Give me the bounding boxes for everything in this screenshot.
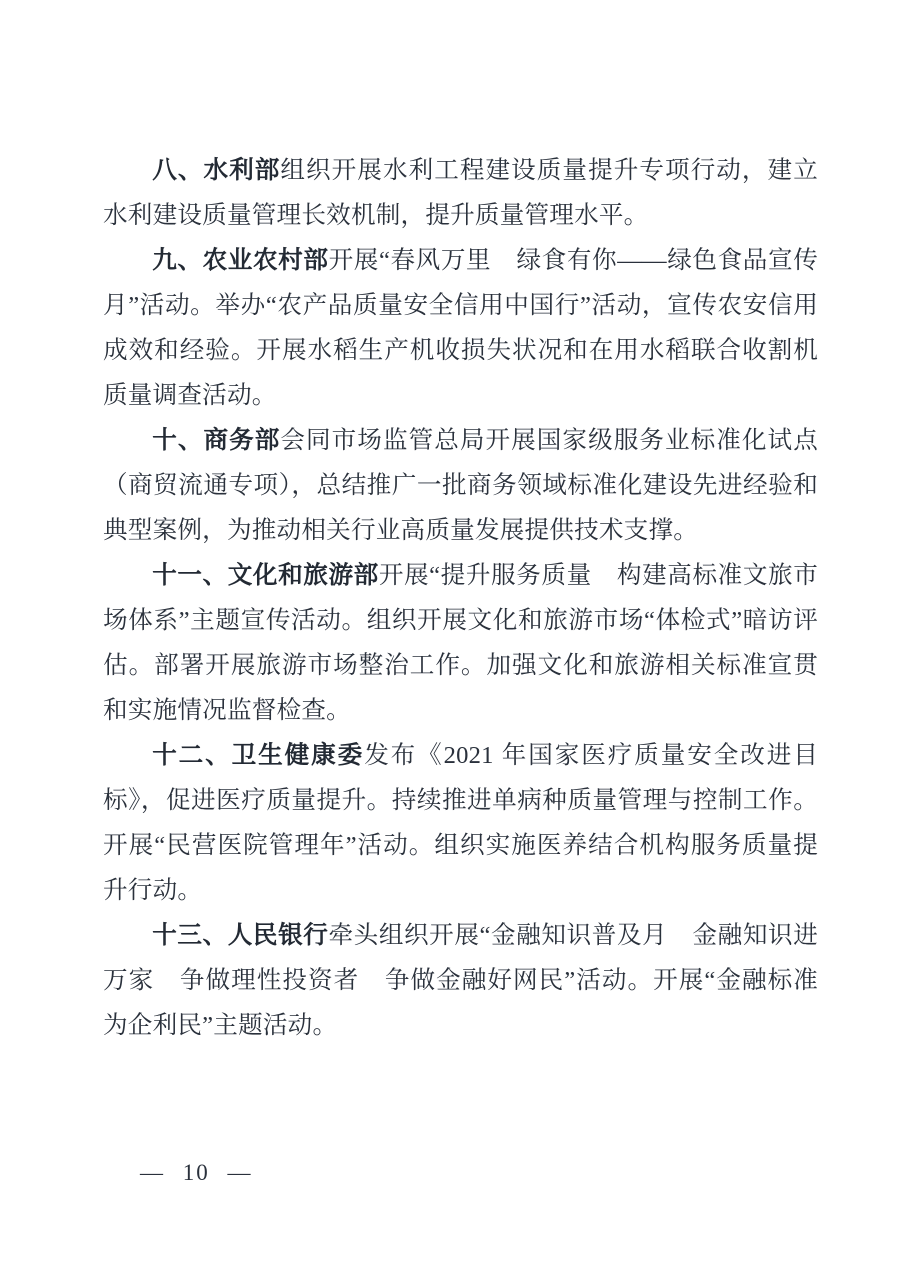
paragraph-text: 发布《2021 年国家医疗质量安全改进目标》，促进医疗质量提升。持续推进单病种质量管理与控制工作。开展“民营医院管理年”活动。组织实施医养结合机构服务质量提升行动。 bbox=[103, 742, 818, 904]
paragraph-lead: 十二、卫生健康委 bbox=[152, 742, 365, 769]
paragraph-lead: 十一、文化和旅游部 bbox=[152, 562, 379, 589]
paragraph-lead: 十三、人民银行 bbox=[152, 922, 329, 949]
paragraph-lead: 十、商务部 bbox=[152, 427, 281, 454]
paragraph-item-12 bbox=[103, 733, 818, 913]
paragraph-item-10 bbox=[103, 418, 818, 553]
paragraph-text: 开展“提升服务质量 构建高标准文旅市场体系”主题宣传活动。组织开展文化和旅游市场“体检式”暗访评估。部署开展旅游市场整治工作。加强文化和旅游相关标准宣贯和实施情况监督检查。 bbox=[103, 562, 818, 724]
page-number: — 10 — bbox=[140, 1160, 253, 1185]
paragraph-lead: 九、农业农村部 bbox=[152, 247, 329, 274]
paragraph-item-9 bbox=[103, 238, 818, 418]
page-footer bbox=[140, 1158, 253, 1188]
paragraph-item-11 bbox=[103, 553, 818, 733]
paragraph-item-8 bbox=[103, 148, 818, 238]
paragraph-text: 会同市场监管总局开展国家级服务业标准化试点（商贸流通专项），总结推广一批商务领域标准化建设先进经验和典型案例，为推动相关行业高质量发展提供技术支撑。 bbox=[103, 427, 818, 544]
paragraph-item-13 bbox=[103, 913, 843, 1048]
paragraph-text: 牵头组织开展“金融知识普及月 金融知识进万家 争做理性投资者 争做金融好网民”活动。开展“金融标准 为企利民”主题活动。 bbox=[103, 922, 843, 1039]
document-body bbox=[103, 148, 843, 1048]
paragraph-text: 开展“春风万里 绿食有你——绿色食品宣传月”活动。举办“农产品质量安全信用中国行”活动，宣传农安信用成效和经验。开展水稻生产机收损失状况和在用水稻联合收割机质量调查活动。 bbox=[103, 247, 818, 409]
paragraph-lead: 八、水利部 bbox=[152, 157, 281, 184]
paragraph-text: 组织开展水利工程建设质量提升专项行动，建立水利建设质量管理长效机制，提升质量管理水平。 bbox=[103, 157, 818, 229]
